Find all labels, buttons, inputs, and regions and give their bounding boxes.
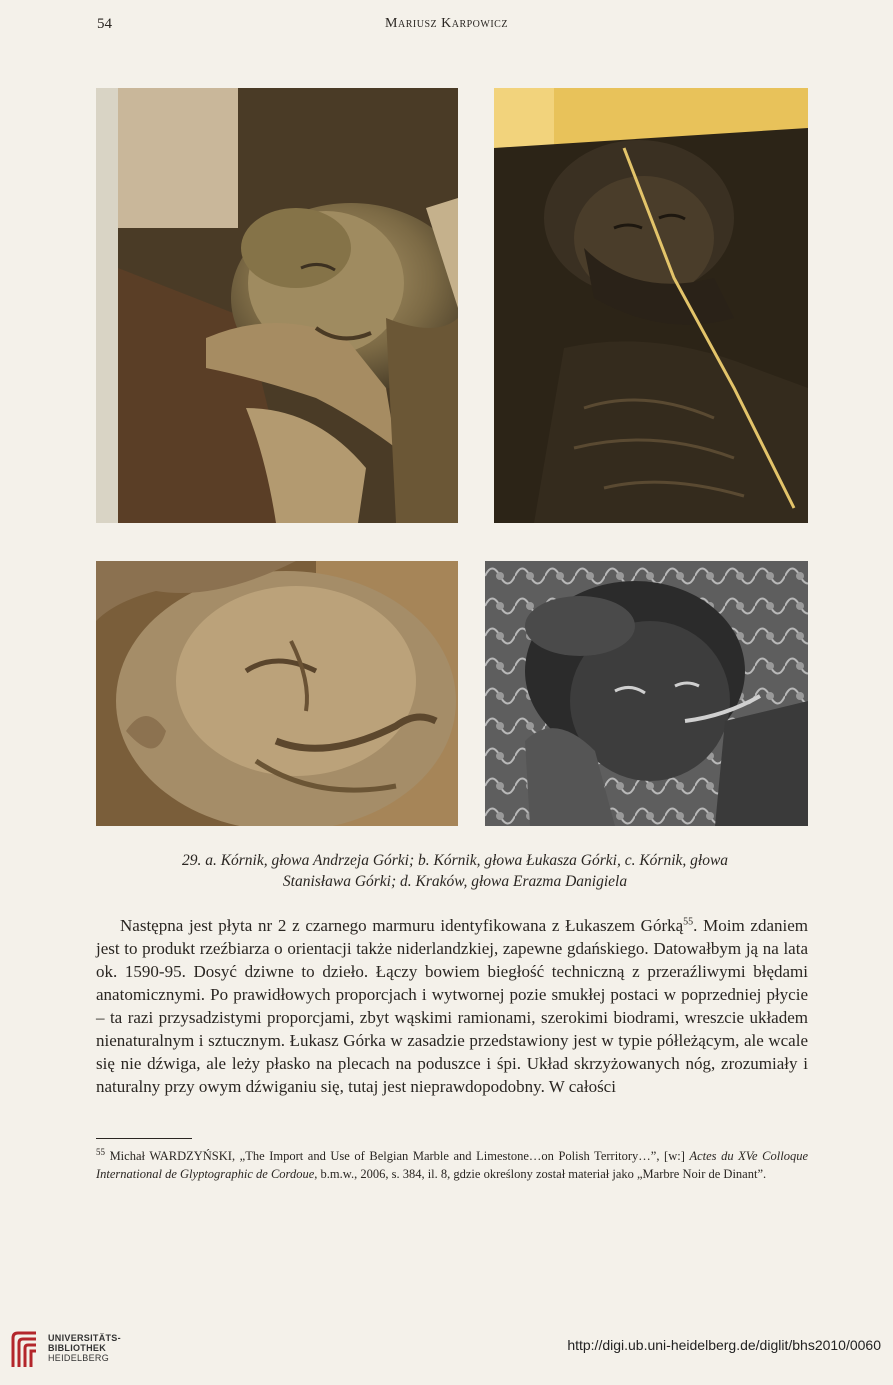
photo-d-erazm-danigiel-head [485,561,808,826]
footnote-text-start: Michał WARDZYŃSKI, „The Import and Use of Belgian Marble and Limestone…on Polish Territory…”, [w:] [105,1149,690,1163]
footnote-55 [96,1148,808,1183]
photo-c-stanislaw-gorka-head [96,561,458,826]
figure-caption [110,850,800,892]
page-footer [0,1320,893,1385]
body-paragraph [96,914,808,1098]
library-line-3: HEIDELBERG [48,1353,110,1363]
paragraph-rest: . Moim zdaniem jest to produkt rzeźbiarza o orientacji także niderlandzkiej, zapewne gdańskiego. Datowałbym ją na lata ok. 1590-95. Dosyć dziwne to dzieło. Łączy bowiem biegłość techniczną z przeraźliwymi błędami anatomicznymi. Po prawidłowych proporcjach i wytwornej pozie smukłej postaci w poprzedniej płycie – ta razi przysadzistymi proporcjami, zbyt wąskimi ramionami, szerokimi biodrami, wreszcie układem nienaturalnym i sztucznym. Łukasz Górka w zasadzie przedstawiony jest w typie półleżącym, ale wcale się nie dźwiga, ale leży płasko na plecach na poduszce i śpi. Układ skrzyżowanych nóg, zrozumiały i naturalny przy owym dźwiganiu się, tutaj jest nieprawdopodobny. W całości [96,916,808,1096]
library-name [48,1333,121,1363]
footnote-reference[interactable]: 55 [683,916,694,928]
caption-line-1: 29. a. Kórnik, głowa Andrzeja Górki; b. Kórnik, głowa Łukasza Górki, c. Kórnik, głowa [181,852,729,869]
library-logo-icon [10,1330,40,1370]
digital-library-url[interactable]: http://digi.ub.uni-heidelberg.de/diglit/bhs2010/0060 [567,1337,881,1353]
footnote-number: 55 [96,1146,105,1157]
running-head: Mariusz Karpowicz [385,16,508,31]
footnote-text-end: , b.m.w., 2006, s. 384, il. 8, gdzie określony został materiał jako „Marbre Noir de Dinant”. [314,1166,767,1181]
footnote-title-italic: Actes du XVe Colloque International de Glyptographic de Cordoue [96,1149,808,1181]
paragraph-start: Następna jest płyta nr 2 z czarnego marmuru identyfikowana z Łukaszem Górką [120,916,684,935]
photo-a-andrzej-gorka-head [96,88,458,523]
library-line-1: UNIVERSITÄTS- [48,1333,121,1343]
page-header [0,16,893,38]
photo-b-lukasz-gorka-head [494,88,808,523]
library-line-2: BIBLIOTHEK [48,1343,106,1353]
caption-line-2: Stanisława Górki; d. Kraków, głowa Erazma Danigiela [282,873,628,890]
page-number: 54 [97,16,112,32]
footnote-separator [96,1138,192,1139]
